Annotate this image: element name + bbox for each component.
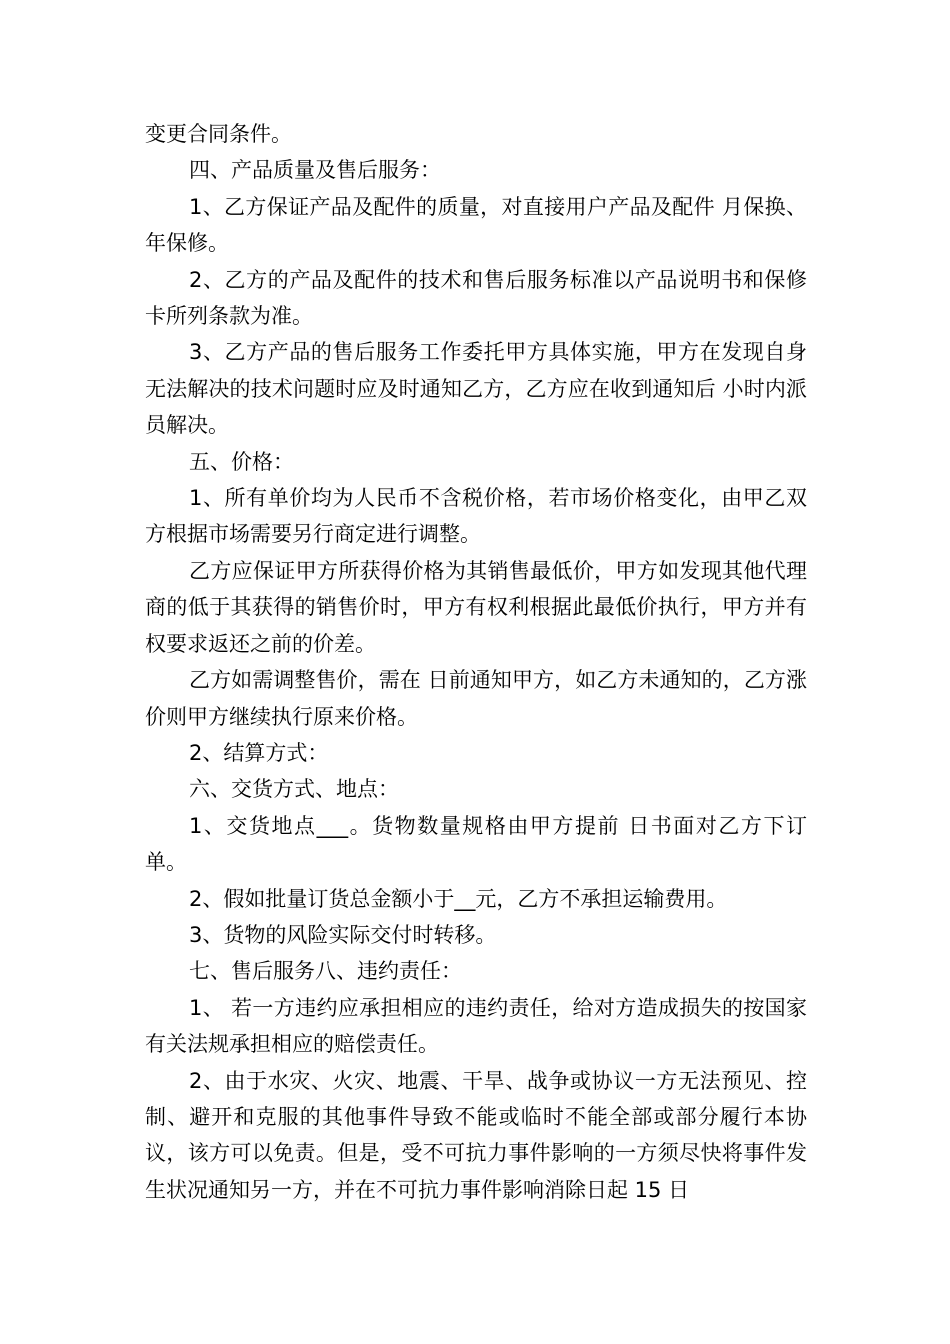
paragraph-risk-transfer: 3、货物的风险实际交付时转移。 — [189, 922, 497, 947]
paragraph-delivery-location: 1、交货地点___。货物数量规格由甲方提前 日书面对乙方下订单。 — [145, 813, 807, 875]
paragraph-price-adjustment: 乙方如需调整售价，需在 日前通知甲方，如乙方未通知的，乙方涨价则甲方继续执行原来价格。 — [145, 668, 807, 729]
paragraph-force-majeure: 2、由于水灾、火灾、地震、干旱、战争或协议一方无法预见、控制、避开和克服的其他事件导致不能或临时不能全部或部分履行本协议，该方可以免责。但是，受不可抗力事件影响的一方须尽快将事件发生状况通知另一方，并在不可抗力事件影响消除日起 15 日 — [145, 1068, 807, 1202]
heading-after-sales-and-breach: 七、售后服务八、违约责任： — [189, 959, 462, 984]
paragraph-contract-terms-change: 变更合同条件。 — [145, 122, 292, 146]
paragraph-shipping-cost: 2、假如批量订货总金额小于__元，乙方不承担运输费用。 — [189, 886, 728, 911]
heading-quality-and-service: 四、产品质量及售后服务： — [189, 158, 441, 183]
paragraph-service-standards: 2、乙方的产品及配件的技术和售后服务标准以产品说明书和保修卡所列条款为准。 — [145, 267, 807, 329]
paragraph-lowest-price: 乙方应保证甲方所获得价格为其销售最低价，甲方如发现其他代理商的低于其获得的销售价时，甲方有权利根据此最低价执行，甲方并有权要求返还之前的价差。 — [145, 558, 807, 656]
paragraph-service-delegation: 3、乙方产品的售后服务工作委托甲方具体实施，甲方在发现自身无法解决的技术问题时应及时通知乙方，乙方应在收到通知后 小时内派员解决。 — [145, 340, 807, 438]
paragraph-breach-liability: 1、 若一方违约应承担相应的违约责任，给对方造成损失的按国家有关法规承担相应的赔偿责任。 — [145, 995, 807, 1057]
heading-delivery: 六、交货方式、地点： — [189, 777, 399, 802]
paragraph-settlement-method: 2、结算方式： — [189, 740, 329, 765]
paragraph-unit-price: 1、所有单价均为人民币不含税价格，若市场价格变化，由甲乙双方根据市场需要另行商定进行调整。 — [145, 486, 807, 547]
document-page — [145, 116, 814, 1208]
heading-price: 五、价格： — [189, 449, 294, 474]
paragraph-quality-guarantee: 1、乙方保证产品及配件的质量，对直接用户产品及配件 月保换、 年保修。 — [145, 194, 814, 256]
